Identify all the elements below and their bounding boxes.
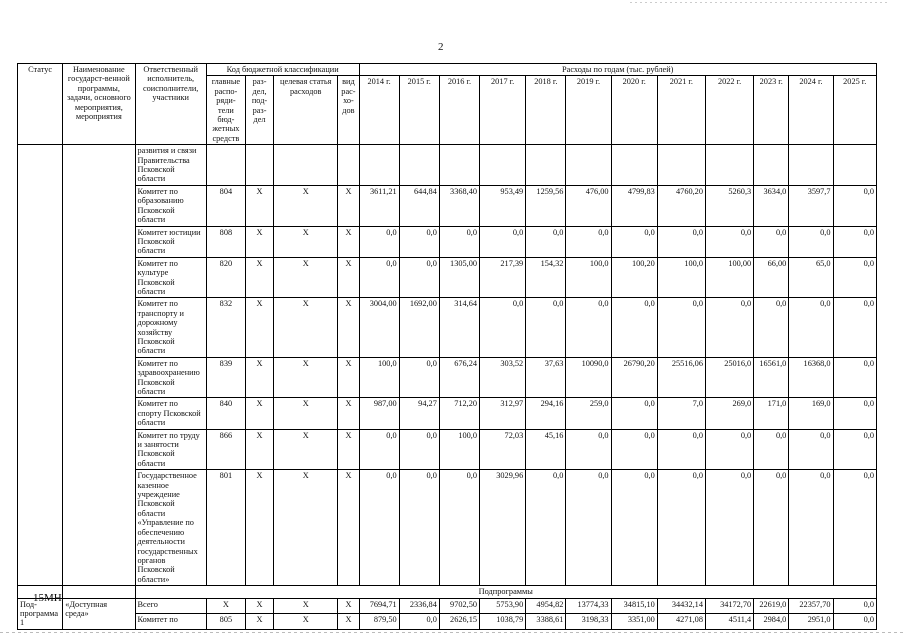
expense-value-cell: 0,0 xyxy=(526,226,566,257)
target-article-cell: X xyxy=(274,226,338,257)
expense-value-cell: 5753,90 xyxy=(480,598,526,614)
expense-value-cell: 0,0 xyxy=(705,298,753,357)
target-article-cell: X xyxy=(274,398,338,429)
grbs-code-cell: 866 xyxy=(206,429,245,470)
expense-value-cell: 0,0 xyxy=(480,226,526,257)
expense-value-cell: 0,0 xyxy=(833,185,876,226)
participant-cell: Комитет по культуре Псковской области xyxy=(135,257,206,298)
expense-value-cell: 16561,0 xyxy=(754,357,789,398)
expense-value-cell: 3634,0 xyxy=(754,185,789,226)
target-article-cell: X xyxy=(274,257,338,298)
expense-value-cell xyxy=(566,145,611,186)
participant-cell: Комитет по спорту Псковской области xyxy=(135,398,206,429)
expense-value-cell: 4760,20 xyxy=(657,185,705,226)
expense-value-cell: 1038,79 xyxy=(480,614,526,630)
grbs-code-cell: 839 xyxy=(206,357,245,398)
expense-value-cell: 0,0 xyxy=(789,298,833,357)
expense-value-cell: 0,0 xyxy=(833,398,876,429)
razdel-cell: X xyxy=(245,470,273,586)
expense-value-cell: 259,0 xyxy=(566,398,611,429)
header-year: 2023 г. xyxy=(754,76,789,145)
expense-value-cell xyxy=(789,145,833,186)
expense-value-cell: 100,0 xyxy=(439,429,479,470)
expense-value-cell: 2336,84 xyxy=(399,598,439,614)
expense-value-cell: 1259,56 xyxy=(526,185,566,226)
expense-value-cell: 676,24 xyxy=(439,357,479,398)
grbs-code-cell: 808 xyxy=(206,226,245,257)
participant-cell: Комитет по труду и занятости Псковской области xyxy=(135,429,206,470)
expense-value-cell: 4954,82 xyxy=(526,598,566,614)
expense-value-cell: 9702,50 xyxy=(439,598,479,614)
table-row xyxy=(18,470,877,586)
table-row xyxy=(18,185,877,226)
expense-value-cell: 0,0 xyxy=(611,226,657,257)
header-year: 2019 г. xyxy=(566,76,611,145)
expense-value-cell: 3368,40 xyxy=(439,185,479,226)
status-cell xyxy=(18,145,63,586)
expense-type-cell: X xyxy=(338,185,359,226)
subprogram-name-cell: «Доступная среда» xyxy=(63,598,135,629)
expense-value-cell: 65,0 xyxy=(789,257,833,298)
target-article-cell: X xyxy=(274,598,338,614)
expense-value-cell: 16368,0 xyxy=(789,357,833,398)
expense-value-cell: 0,0 xyxy=(526,470,566,586)
grbs-code-cell: 820 xyxy=(206,257,245,298)
grbs-code-cell xyxy=(206,145,245,186)
expense-type-cell: X xyxy=(338,614,359,630)
section-row xyxy=(18,586,877,598)
grbs-code-cell: 805 xyxy=(206,614,245,630)
razdel-cell: X xyxy=(245,298,273,357)
table-row xyxy=(18,614,877,630)
expense-value-cell: 3597,7 xyxy=(789,185,833,226)
header-year: 2025 г. xyxy=(833,76,876,145)
expense-value-cell xyxy=(833,145,876,186)
expense-value-cell: 22619,0 xyxy=(754,598,789,614)
participant-cell: Комитет по транспорту и дорожному хозяйству Псковской области xyxy=(135,298,206,357)
header-year: 2020 г. xyxy=(611,76,657,145)
participant-cell: Комитет юстиции Псковской области xyxy=(135,226,206,257)
participant-cell: Комитет по xyxy=(135,614,206,630)
expense-type-cell xyxy=(338,145,359,186)
target-article-cell: X xyxy=(274,185,338,226)
header-status: Статус xyxy=(18,64,63,145)
page-number: 2 xyxy=(438,41,444,53)
expense-value-cell: 644,84 xyxy=(399,185,439,226)
expense-value-cell: 0,0 xyxy=(439,470,479,586)
header-year: 2017 г. xyxy=(480,76,526,145)
expense-type-cell: X xyxy=(338,470,359,586)
expense-value-cell: 217,39 xyxy=(480,257,526,298)
expense-value-cell: 34432,14 xyxy=(657,598,705,614)
table-row xyxy=(18,398,877,429)
expense-value-cell: 312,97 xyxy=(480,398,526,429)
header-budget-code: Код бюджетной классификации xyxy=(206,64,359,76)
target-article-cell: X xyxy=(274,429,338,470)
expense-value-cell: 0,0 xyxy=(526,298,566,357)
expense-value-cell: 25016,0 xyxy=(705,357,753,398)
expense-value-cell: 34172,70 xyxy=(705,598,753,614)
expense-value-cell: 0,0 xyxy=(657,298,705,357)
table-row xyxy=(18,429,877,470)
expense-value-cell xyxy=(480,145,526,186)
expense-type-cell: X xyxy=(338,398,359,429)
expense-value-cell: 94,27 xyxy=(399,398,439,429)
expense-value-cell: 72,03 xyxy=(480,429,526,470)
razdel-cell: X xyxy=(245,357,273,398)
target-article-cell: X xyxy=(274,298,338,357)
table-row xyxy=(18,226,877,257)
expense-value-cell: 0,0 xyxy=(480,298,526,357)
header-year: 2016 г. xyxy=(439,76,479,145)
expense-value-cell: 0,0 xyxy=(566,226,611,257)
expense-value-cell: 100,0 xyxy=(657,257,705,298)
expense-value-cell: 0,0 xyxy=(566,470,611,586)
expense-value-cell: 0,0 xyxy=(359,429,399,470)
program-name-cell xyxy=(63,145,135,586)
expense-value-cell: 0,0 xyxy=(359,257,399,298)
expense-value-cell: 0,0 xyxy=(789,429,833,470)
header-code-col: раз-дел, под-раз-дел xyxy=(245,76,273,145)
expense-value-cell: 0,0 xyxy=(611,470,657,586)
expense-value-cell: 0,0 xyxy=(754,429,789,470)
expense-value-cell: 0,0 xyxy=(754,470,789,586)
expense-value-cell xyxy=(399,145,439,186)
razdel-cell: X xyxy=(245,257,273,298)
expense-value-cell: 0,0 xyxy=(611,298,657,357)
expense-type-cell: X xyxy=(338,298,359,357)
expense-value-cell xyxy=(611,145,657,186)
expense-value-cell: 154,32 xyxy=(526,257,566,298)
expense-value-cell: 0,0 xyxy=(833,598,876,614)
header-expenses: Расходы по годам (тыс. рублей) xyxy=(359,64,877,76)
expense-value-cell xyxy=(705,145,753,186)
participant-cell: Комитет по здравоохранению Псковской области xyxy=(135,357,206,398)
table-row xyxy=(18,357,877,398)
table-body xyxy=(18,145,877,630)
expense-value-cell: 0,0 xyxy=(439,226,479,257)
expense-value-cell: 37,63 xyxy=(526,357,566,398)
expense-value-cell: 3029,96 xyxy=(480,470,526,586)
expense-value-cell: 0,0 xyxy=(359,470,399,586)
header-code-col: целевая статья расходов xyxy=(274,76,338,145)
expense-value-cell: 0,0 xyxy=(789,470,833,586)
expense-value-cell xyxy=(439,145,479,186)
expense-type-cell: X xyxy=(338,257,359,298)
expense-value-cell: 0,0 xyxy=(657,429,705,470)
header-year: 2022 г. xyxy=(705,76,753,145)
razdel-cell: X xyxy=(245,429,273,470)
table-row xyxy=(18,598,877,614)
footer-mark: 15МН xyxy=(33,592,62,604)
target-article-cell: X xyxy=(274,470,338,586)
expense-value-cell: 100,0 xyxy=(566,257,611,298)
expense-value-cell xyxy=(754,145,789,186)
expense-value-cell: 3611,21 xyxy=(359,185,399,226)
expense-value-cell: 3351,00 xyxy=(611,614,657,630)
expense-value-cell: 0,0 xyxy=(399,257,439,298)
expense-value-cell: 0,0 xyxy=(399,357,439,398)
participant-cell: Государственное казенное учреждение Псковской области «Управление по обеспечению деятельности государственных органов Псковской области» xyxy=(135,470,206,586)
expense-type-cell: X xyxy=(338,357,359,398)
razdel-cell: X xyxy=(245,185,273,226)
expense-value-cell: 0,0 xyxy=(754,226,789,257)
expense-value-cell: 987,00 xyxy=(359,398,399,429)
participant-cell: Всего xyxy=(135,598,206,614)
expense-value-cell: 26790,20 xyxy=(611,357,657,398)
expense-value-cell: 3198,33 xyxy=(566,614,611,630)
expense-value-cell: 269,0 xyxy=(705,398,753,429)
target-article-cell xyxy=(274,145,338,186)
expense-value-cell: 712,20 xyxy=(439,398,479,429)
razdel-cell: X xyxy=(245,598,273,614)
expense-value-cell: 2626,15 xyxy=(439,614,479,630)
header-year: 2014 г. xyxy=(359,76,399,145)
expense-value-cell: 0,0 xyxy=(789,226,833,257)
expense-type-cell: X xyxy=(338,598,359,614)
expense-value-cell: 22357,70 xyxy=(789,598,833,614)
expense-value-cell: 314,64 xyxy=(439,298,479,357)
expense-type-cell: X xyxy=(338,429,359,470)
expense-value-cell: 0,0 xyxy=(833,298,876,357)
header-year: 2018 г. xyxy=(526,76,566,145)
expense-value-cell: 66,00 xyxy=(754,257,789,298)
expense-value-cell: 0,0 xyxy=(566,429,611,470)
expense-value-cell: 169,0 xyxy=(789,398,833,429)
header-year: 2021 г. xyxy=(657,76,705,145)
expense-value-cell: 0,0 xyxy=(705,470,753,586)
budget-table xyxy=(17,63,877,630)
grbs-code-cell: 804 xyxy=(206,185,245,226)
expense-value-cell: 100,0 xyxy=(359,357,399,398)
header-responsible: Ответственный исполнитель, соисполнители, участники xyxy=(135,64,206,145)
expense-value-cell: 2951,0 xyxy=(789,614,833,630)
razdel-cell: X xyxy=(245,398,273,429)
expense-value-cell: 3388,61 xyxy=(526,614,566,630)
grbs-code-cell: X xyxy=(206,598,245,614)
expense-value-cell: 2984,0 xyxy=(754,614,789,630)
grbs-code-cell: 832 xyxy=(206,298,245,357)
expense-value-cell: 100,20 xyxy=(611,257,657,298)
expense-value-cell: 1305,00 xyxy=(439,257,479,298)
expense-type-cell: X xyxy=(338,226,359,257)
expense-value-cell: 0,0 xyxy=(359,226,399,257)
subprogram-status-cell: Под-программа 1 xyxy=(18,598,63,629)
expense-value-cell: 294,16 xyxy=(526,398,566,429)
expense-value-cell: 0,0 xyxy=(833,226,876,257)
header-code-col: вид рас-хо-дов xyxy=(338,76,359,145)
scan-artifact-bottom xyxy=(0,632,905,633)
expense-value-cell: 4799,83 xyxy=(611,185,657,226)
expense-value-cell: 0,0 xyxy=(833,357,876,398)
expense-value-cell: 7,0 xyxy=(657,398,705,429)
grbs-code-cell: 840 xyxy=(206,398,245,429)
expense-value-cell: 0,0 xyxy=(657,470,705,586)
expense-value-cell: 0,0 xyxy=(399,226,439,257)
expense-value-cell: 7694,71 xyxy=(359,598,399,614)
header-year: 2024 г. xyxy=(789,76,833,145)
table-row xyxy=(18,145,877,186)
razdel-cell: X xyxy=(245,226,273,257)
participant-cell: развития и связи Правительства Псковской области xyxy=(135,145,206,186)
expense-value-cell xyxy=(657,145,705,186)
section-empty-cell xyxy=(63,586,135,598)
expense-value-cell: 34815,10 xyxy=(611,598,657,614)
expense-value-cell: 4511,4 xyxy=(705,614,753,630)
expense-value-cell: 953,49 xyxy=(480,185,526,226)
expense-value-cell: 13774,33 xyxy=(566,598,611,614)
table-row xyxy=(18,257,877,298)
expense-value-cell: 0,0 xyxy=(399,614,439,630)
expense-value-cell: 4271,08 xyxy=(657,614,705,630)
scan-artifact-top xyxy=(630,2,890,3)
expense-value-cell xyxy=(526,145,566,186)
expense-value-cell: 10090,0 xyxy=(566,357,611,398)
expense-value-cell xyxy=(359,145,399,186)
expense-value-cell: 0,0 xyxy=(611,398,657,429)
expense-value-cell: 1692,00 xyxy=(399,298,439,357)
expense-value-cell: 879,50 xyxy=(359,614,399,630)
expense-value-cell: 25516,06 xyxy=(657,357,705,398)
expense-value-cell: 0,0 xyxy=(399,470,439,586)
header-year: 2015 г. xyxy=(399,76,439,145)
expense-value-cell: 45,16 xyxy=(526,429,566,470)
expense-value-cell: 100,00 xyxy=(705,257,753,298)
expense-value-cell: 303,52 xyxy=(480,357,526,398)
expense-value-cell: 0,0 xyxy=(833,429,876,470)
expense-value-cell: 0,0 xyxy=(705,429,753,470)
expense-value-cell: 5260,3 xyxy=(705,185,753,226)
expense-value-cell: 0,0 xyxy=(657,226,705,257)
table-row xyxy=(18,298,877,357)
expense-value-cell: 3004,00 xyxy=(359,298,399,357)
expense-value-cell: 0,0 xyxy=(833,614,876,630)
razdel-cell xyxy=(245,145,273,186)
expense-value-cell: 171,0 xyxy=(754,398,789,429)
razdel-cell: X xyxy=(245,614,273,630)
expense-value-cell: 0,0 xyxy=(754,298,789,357)
participant-cell: Комитет по образованию Псковской области xyxy=(135,185,206,226)
expense-value-cell: 0,0 xyxy=(611,429,657,470)
expense-value-cell: 476,00 xyxy=(566,185,611,226)
expense-value-cell: 0,0 xyxy=(566,298,611,357)
target-article-cell: X xyxy=(274,357,338,398)
expense-value-cell: 0,0 xyxy=(399,429,439,470)
section-title: Подпрограммы xyxy=(135,586,877,598)
expense-value-cell: 0,0 xyxy=(705,226,753,257)
header-row-1 xyxy=(18,64,877,76)
expense-value-cell: 0,0 xyxy=(833,470,876,586)
target-article-cell: X xyxy=(274,614,338,630)
expense-value-cell: 0,0 xyxy=(833,257,876,298)
header-name: Наименование государст-венной программы, задачи, основного мероприятия, мероприятия xyxy=(63,64,135,145)
grbs-code-cell: 801 xyxy=(206,470,245,586)
header-code-col: главные распо-ряди-тели бюд-жетных средств xyxy=(206,76,245,145)
